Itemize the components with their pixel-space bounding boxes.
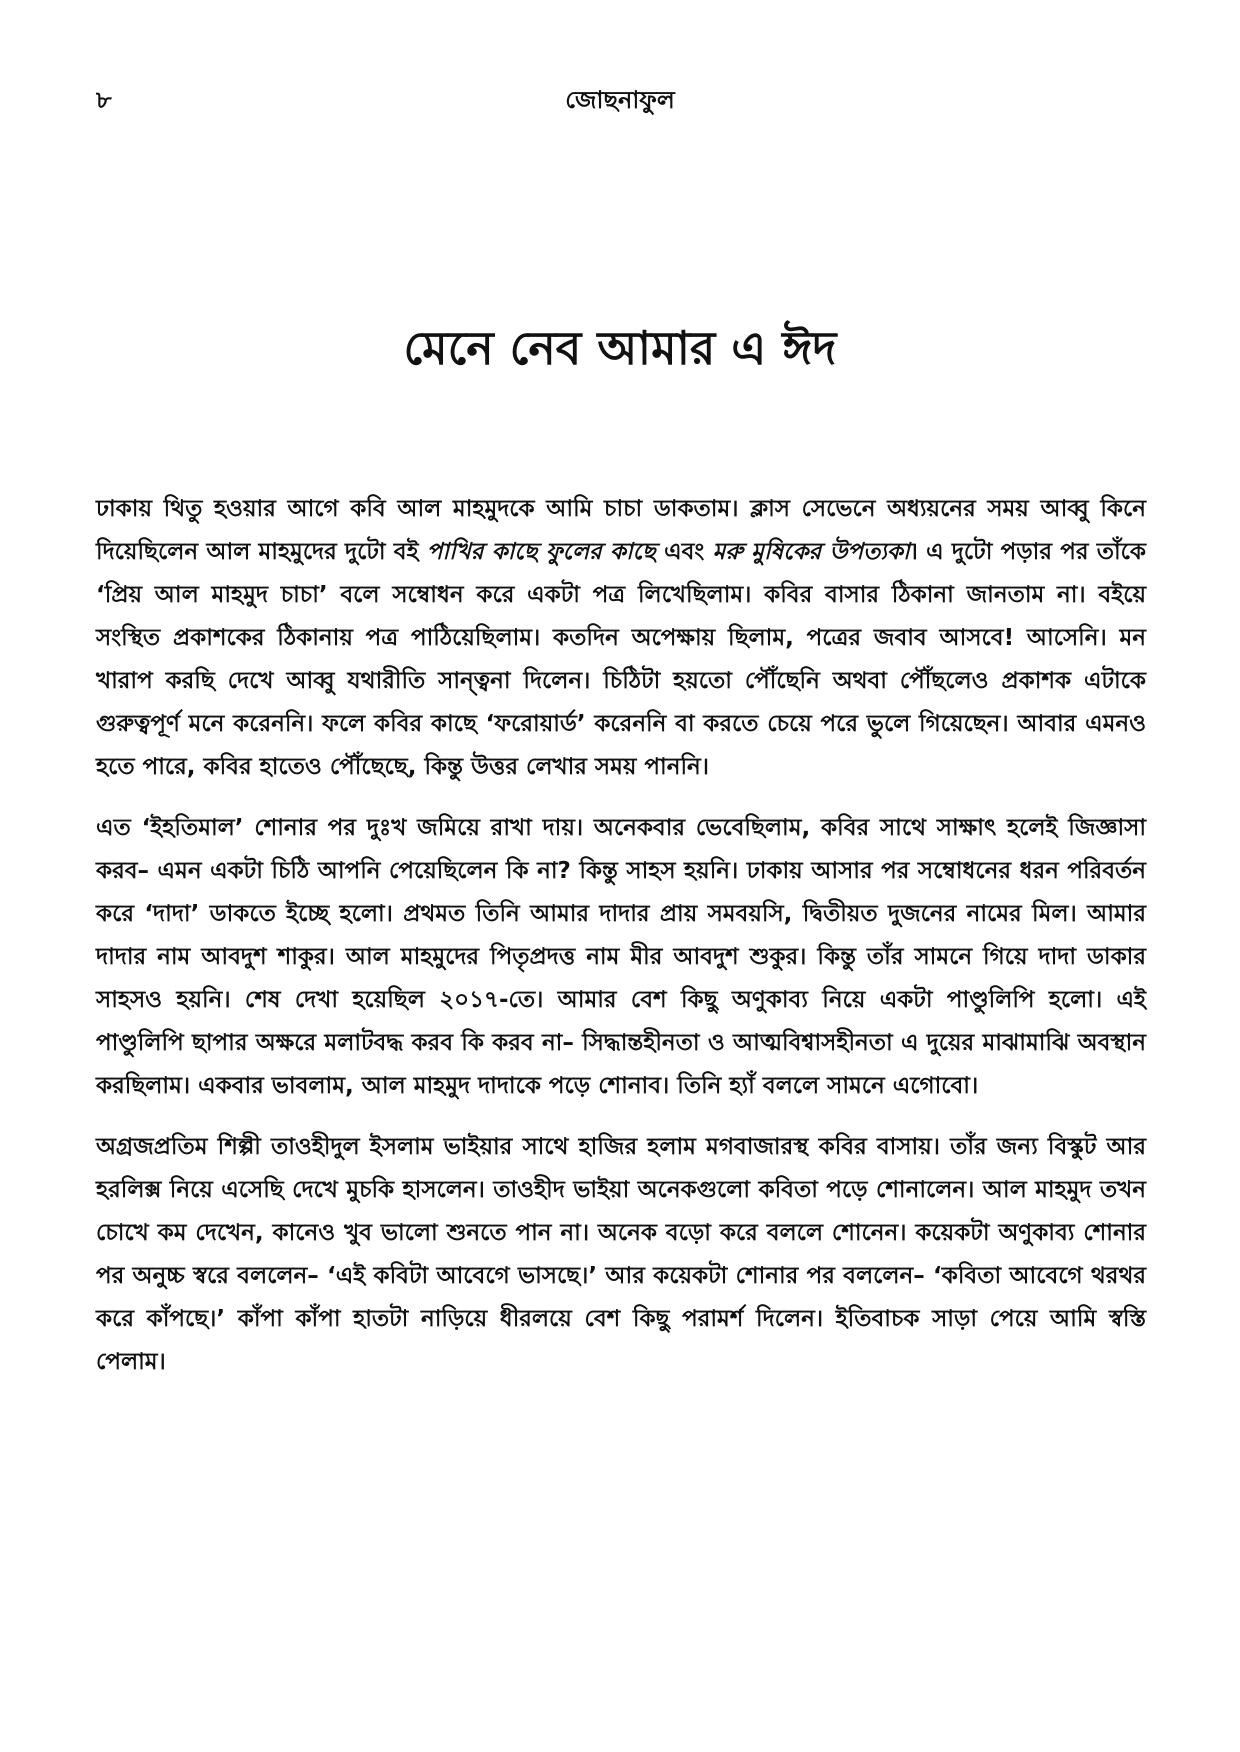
page-number: ৮ xyxy=(96,86,112,114)
paragraph-1-text-c: । এ দুটো পড়ার পর তাঁকে ‘প্রিয় আল মাহমুদ চাচা’ বলে সম্বোধন করে একটা পত্র লিখেছিলাম। কবির বাসার ঠিকানা জানতাম না। বইয়ে সংস্থিত প্রকাশকের ঠিকানায় পত্র পাঠিয়েছিলাম। কতদিন অপেক্ষায় ছিলাম, পত্রের জবাব আসবে! আসেনি। মন খারাপ করছি দেখে আব্বু যথারীতি সান্ত্বনা দিলেন। চিঠিটা হয়তো পৌঁছেনি অথবা পৌঁছলেও প্রকাশক এটাকে গুরুত্বপূর্ণ মনে করেননি। ফলে কবির কাছে ‘ফরোয়ার্ড’ করেননি বা করতে চেয়ে পরে ভুলে গিয়েছেন। আবার এমনও হতে পারে, কবির হাতেও পৌঁছেছে, কিন্তু উত্তর লেখার সময় পাননি। xyxy=(96,539,1146,780)
chapter-title: মেনে নেব আমার এ ঈদ xyxy=(403,321,837,375)
paragraph-1 xyxy=(96,488,1146,789)
chapter-body xyxy=(96,488,1146,1402)
book-title-italic-1: পাখির কাছে ফুলের কাছে xyxy=(426,539,656,565)
running-header xyxy=(96,82,1144,122)
paragraph-3: অগ্রজপ্রতিম শিল্পী তাওহীদুল ইসলাম ভাইয়ার সাথে হাজির হলাম মগবাজারস্থ কবির বাসায়। তাঁর জন্য বিস্কুট আর হরলিক্স নিয়ে এসেছি দেখে মুচকি হাসলেন। তাওহীদ ভাইয়া অনেকগুলো কবিতা পড়ে শোনালেন। আল মাহমুদ তখন চোখে কম দেখেন, কানেও খুব ভালো শুনতে পান না। অনেক বড়ো করে বললে শোনেন। কয়েকটা অণুকাব্য শোনার পর অনুচ্চ স্বরে বললেন– ‘এই কবিটা আবেগে ভাসছে।’ আর কয়েকটা শোনার পর বললেন– ‘কবিতা আবেগে থরথর করে কাঁপছে।’ কাঁপা কাঁপা হাতটা নাড়িয়ে ধীরলয়ে বেশ কিছু পরামর্শ দিলেন। ইতিবাচক সাড়া পেয়ে আমি স্বস্তি পেলাম। xyxy=(96,1134,1146,1375)
paragraph-1-text-b: এবং xyxy=(655,539,713,565)
book-title-italic-2: মরু মুষিকের উপত্যকা xyxy=(712,539,910,565)
book-title: জোছনাফুল xyxy=(565,86,675,114)
paragraph-2: এত ‘ইহতিমাল’ শোনার পর দুঃখ জমিয়ে রাখা দায়। অনেকবার ভেবেছিলাম, কবির সাথে সাক্ষাৎ হলেই জিজ্ঞাসা করব– এমন একটা চিঠি আপনি পেয়েছিলেন কি না? কিন্তু সাহস হয়নি। ঢাকায় আসার পর সম্বোধনের ধরন পরিবর্তন করে ‘দাদা’ ডাকতে ইচ্ছে হলো। প্রথমত তিনি আমার দাদার প্রায় সমবয়সি, দ্বিতীয়ত দুজনের নামের মিল। আমার দাদার নাম আবদুশ শাকুর। আল মাহমুদের পিতৃপ্রদত্ত নাম মীর আবদুশ শুকুর। কিন্তু তাঁর সামনে গিয়ে দাদা ডাকার সাহসও হয়নি। শেষ দেখা হয়েছিল ২০১৭-তে। আমার বেশ কিছু অণুকাব্য নিয়ে একটা পাণ্ডুলিপি হলো। এই পাণ্ডুলিপি ছাপার অক্ষরে মলাটবদ্ধ করব কি করব না– সিদ্ধান্তহীনতা ও আত্মবিশ্বাসহীনতা এ দুয়ের মাঝামাঝি অবস্থান করছিলাম। একবার ভাবলাম, আল মাহমুদ দাদাকে পড়ে শোনাব। তিনি হ্যাঁ বললে সামনে এগোবো। xyxy=(96,815,1146,1099)
paragraph-1-text-a: ঢাকায় থিতু হওয়ার আগে কবি আল মাহমুদকে আমি চাচা ডাকতাম। ক্লাস সেভেনে অধ্যয়নের সময় আব্বু কিনে দিয়েছিলেন আল মাহমুদের দুটো বই xyxy=(96,496,1146,565)
